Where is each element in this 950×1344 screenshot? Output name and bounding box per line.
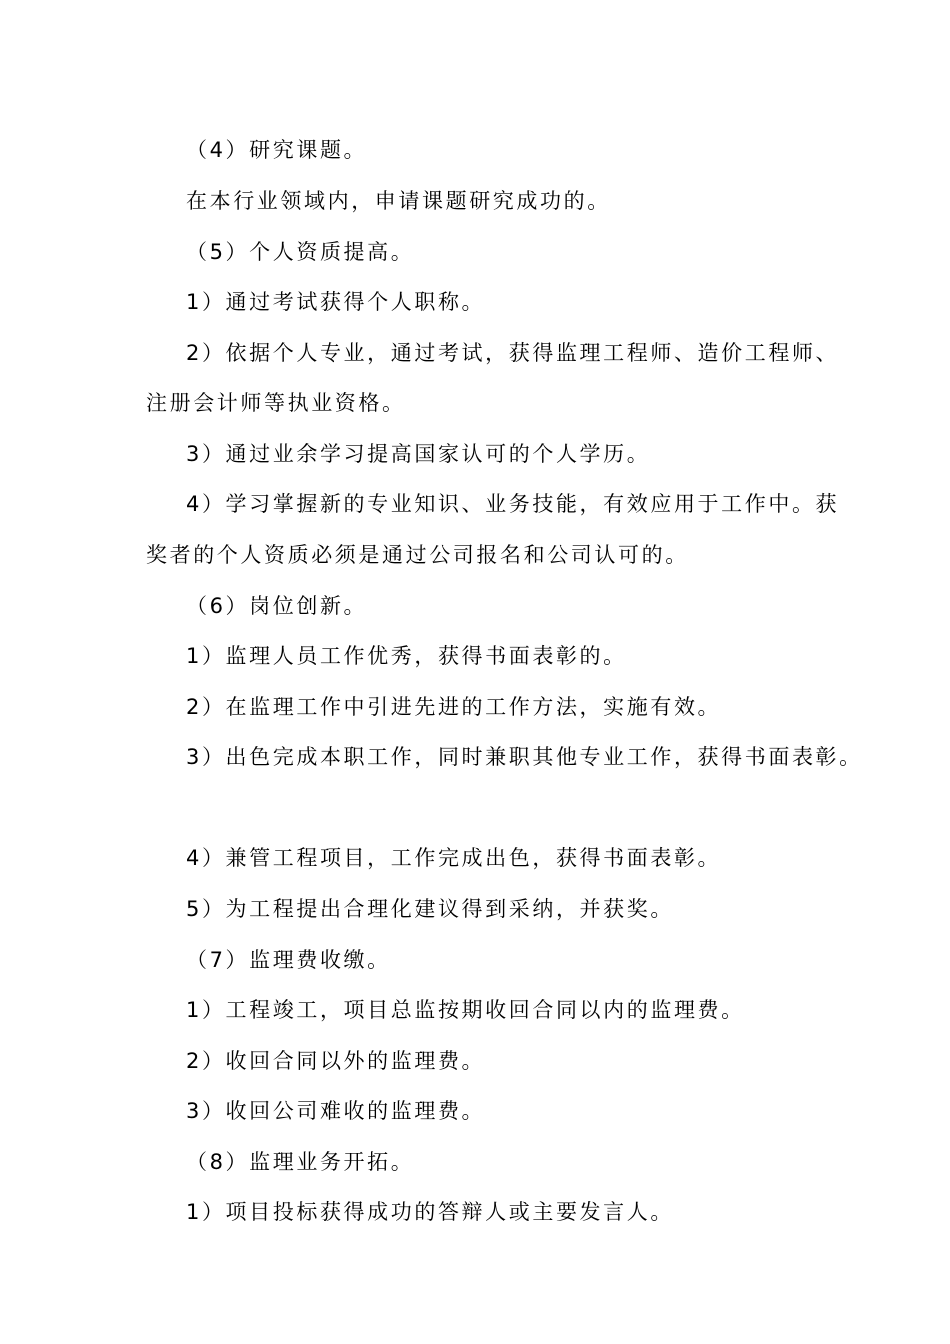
list-item: 2）收回合同以外的监理费。 xyxy=(186,1049,486,1073)
list-item: 1）监理人员工作优秀，获得书面表彰的。 xyxy=(186,644,627,668)
list-item: 3）通过业余学习提高国家认可的个人学历。 xyxy=(186,442,651,466)
heading-post-innovation: （6）岗位创新。 xyxy=(186,594,368,618)
list-item: 3）收回公司难收的监理费。 xyxy=(186,1099,486,1123)
heading-business-development: （8）监理业务开拓。 xyxy=(186,1150,415,1174)
heading-fee-collection: （7）监理费收缴。 xyxy=(186,948,391,972)
list-item-continuation: 注册会计师等执业资格。 xyxy=(146,391,406,415)
list-item: 1）通过考试获得个人职称。 xyxy=(186,290,486,314)
heading-qualification: （5）个人资质提高。 xyxy=(186,240,415,264)
list-item-continuation: 奖者的个人资质必须是通过公司报名和公司认可的。 xyxy=(146,543,689,567)
list-item: 1）工程竣工，项目总监按期收回合同以内的监理费。 xyxy=(186,998,745,1022)
list-item: 3）出色完成本职工作，同时兼职其他专业工作，获得书面表彰。 xyxy=(186,745,863,769)
list-item: 2）在监理工作中引进先进的工作方法，实施有效。 xyxy=(186,695,722,719)
list-item: 5）为工程提出合理化建议得到采纳，并获奖。 xyxy=(186,897,674,921)
list-item: 1）项目投标获得成功的答辩人或主要发言人。 xyxy=(186,1200,674,1224)
heading-research-topic: （4）研究课题。 xyxy=(186,138,368,162)
list-item: 4）兼管工程项目，工作完成出色，获得书面表彰。 xyxy=(186,846,722,870)
list-item: 4）学习掌握新的专业知识、业务技能，有效应用于工作中。获 xyxy=(186,492,840,516)
paragraph-line: 在本行业领域内，申请课题研究成功的。 xyxy=(186,189,611,213)
list-item: 2）依据个人专业，通过考试，获得监理工程师、造价工程师、 xyxy=(186,341,840,365)
